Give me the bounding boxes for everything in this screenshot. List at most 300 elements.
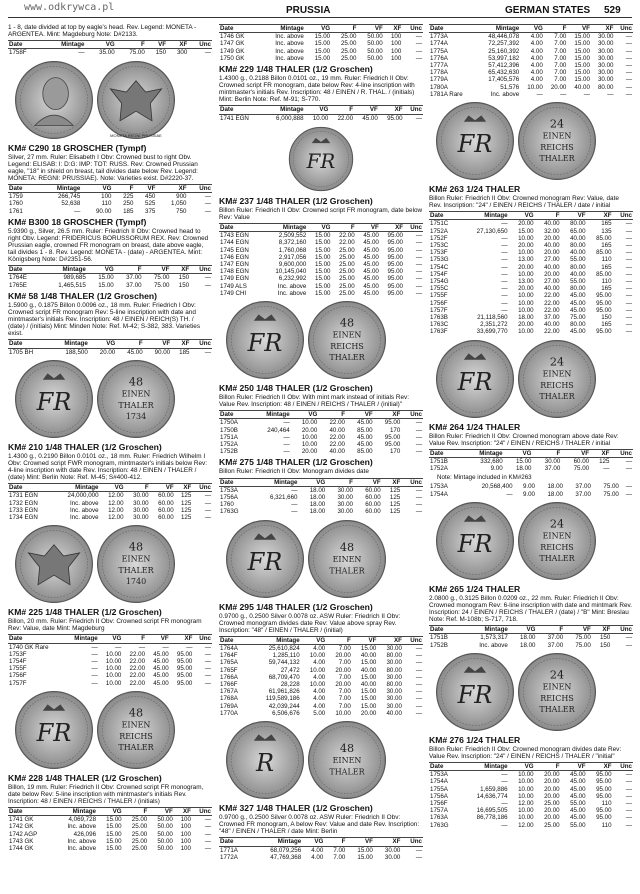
table-cell: 10.00	[312, 114, 329, 122]
table-cell: —	[162, 643, 169, 651]
column-header: Unc	[613, 212, 633, 220]
table-cell: 25.00	[339, 261, 355, 268]
column-header: VG	[305, 106, 330, 114]
table-cell: Inc. above	[69, 499, 99, 507]
table-cell: —	[415, 846, 422, 854]
table-cell: 30.00	[133, 513, 149, 521]
table-cell: 95.00	[384, 419, 401, 427]
table-row	[429, 84, 633, 91]
column-header: XF	[379, 106, 404, 114]
table-cell: 7.00	[554, 76, 567, 84]
table-cell: 18.00	[309, 486, 326, 494]
column-header: VF	[346, 411, 374, 419]
table-cell: —	[204, 650, 211, 658]
coin-km-210-obverse	[14, 359, 94, 439]
table-cell: 12.00	[518, 821, 534, 829]
coin-km-228	[14, 690, 212, 770]
column-header: Mintage	[49, 340, 89, 348]
table-row	[429, 278, 633, 285]
table-cell: 1742 AGP	[9, 830, 38, 838]
column-middle	[219, 24, 423, 890]
table-cell: —	[74, 207, 81, 215]
table-cell: 85.00	[596, 249, 612, 257]
svg-text:48: 48	[128, 540, 144, 554]
km-265-table	[429, 625, 633, 649]
column-header: XF	[175, 484, 193, 492]
table-cell: 60.00	[158, 506, 174, 514]
table-row	[429, 642, 633, 649]
table-cell: 75.00	[153, 281, 170, 289]
table-row	[429, 91, 633, 98]
km-b300-description: 5.9390 g., Silver, 26.5 mm. Ruler: Friedrich II Obv: Crowned head to right Obv. Legend: FRIDERICUS BORUSSORUM REX. Rev: Crowned Prussian eagle, crowned FR monogram on breast, date above eagle, tail divides 1 - 8. Rev. Legend: MONETA - (date) - ARGENTEA. Mint: Königsberg Note: D#2351-56.	[8, 227, 209, 264]
table-cell: 266,745	[57, 193, 81, 201]
coin-km-327	[225, 720, 423, 800]
table-cell: 1749 ALS	[220, 282, 247, 290]
table-cell: 37.00	[126, 274, 142, 282]
page-title: PRUSSIA	[286, 5, 331, 16]
table-cell: —	[415, 666, 422, 674]
table-row	[219, 494, 423, 501]
column-header: VG	[520, 25, 544, 33]
table-cell: 10.00	[518, 299, 534, 307]
table-cell: 12.00	[518, 800, 534, 808]
table-cell: —	[625, 83, 632, 91]
column-header: Date	[219, 25, 259, 33]
table-cell: —	[204, 679, 211, 687]
table-cell: 45.00	[153, 657, 169, 665]
table-cell: 30.00	[597, 47, 614, 55]
table-cell: —	[204, 348, 211, 356]
table-row	[219, 508, 423, 515]
table-row	[8, 838, 212, 845]
table-cell: —	[415, 47, 422, 55]
table-row	[429, 300, 633, 307]
column-header: Unc	[610, 449, 633, 457]
table-cell: 30.00	[597, 62, 614, 70]
column-header: VG	[305, 25, 331, 33]
column-header: VF	[567, 25, 591, 33]
table-cell: 12.00	[108, 499, 124, 507]
table-cell: 25.00	[131, 830, 148, 838]
table-cell: —	[625, 778, 632, 786]
table-cell: 95.00	[176, 650, 193, 658]
table-cell: 1754F	[430, 270, 448, 278]
table-cell: 10.00	[518, 306, 534, 314]
table-cell: 45.00	[570, 785, 586, 793]
table-cell: 1763G	[220, 508, 239, 516]
column-header: Date	[8, 635, 64, 643]
table-cell: 100	[390, 33, 402, 41]
table-cell: 9.00	[490, 465, 503, 473]
table-cell: —	[625, 299, 632, 307]
table-cell: 40.00	[574, 83, 590, 91]
table-cell: 22.00	[339, 232, 355, 240]
table-cell: Inc. above	[275, 33, 304, 41]
table-cell: —	[625, 270, 632, 278]
table-cell: —	[415, 275, 422, 283]
table-cell: —	[204, 672, 211, 680]
column-header: F	[544, 25, 568, 33]
column-header: VG	[509, 763, 535, 771]
table-cell: 80.00	[386, 666, 402, 674]
table-cell: 15.00	[314, 40, 331, 48]
table-cell: 150	[599, 634, 611, 642]
table-cell: 57,412,396	[488, 62, 520, 70]
table-cell: Inc. above	[67, 837, 97, 845]
table-cell: 6,506,676	[272, 709, 300, 717]
table-cell: 95.00	[596, 771, 612, 779]
table-cell: Inc. above	[275, 40, 304, 48]
table-cell: 1756F	[9, 672, 27, 680]
table-cell: 45.00	[357, 441, 373, 449]
table-cell: 1750A	[220, 419, 238, 427]
table-cell: 125	[389, 486, 401, 494]
table-cell: —	[415, 673, 422, 681]
column-header: Mintage	[476, 25, 520, 33]
column-header: F	[123, 808, 149, 816]
coin-km-276-obverse	[435, 652, 515, 732]
table-cell: 1750B	[220, 426, 238, 434]
table-cell: 30.00	[544, 458, 561, 466]
table-cell: 15.00	[98, 274, 114, 282]
table-cell: 75.00	[575, 641, 591, 649]
table-cell: 10.00	[105, 657, 122, 665]
column-header: Mintage	[259, 25, 305, 33]
svg-text:FR: FR	[457, 530, 493, 559]
svg-text:THALER: THALER	[539, 391, 575, 401]
table-cell: 50.00	[367, 33, 383, 41]
column-header: Unc	[403, 636, 423, 644]
table-row	[219, 501, 423, 508]
table-cell: 4.00	[311, 846, 324, 854]
table-cell: 30.00	[133, 492, 149, 500]
column-header: VF	[564, 626, 592, 634]
svg-text:REICHS: REICHS	[540, 380, 574, 390]
table-cell: —	[625, 807, 632, 815]
svg-text:EINEN: EINEN	[542, 131, 572, 141]
column-header: F	[535, 763, 561, 771]
table-cell: 28,228	[280, 681, 300, 689]
table-cell: 125	[180, 506, 192, 514]
column-header: Date	[219, 106, 263, 114]
table-cell: —	[415, 282, 422, 290]
column-header: Mintage	[252, 478, 299, 486]
table-cell: 20.00	[335, 681, 351, 689]
table-cell: 22.00	[129, 650, 146, 658]
table-cell: —	[625, 33, 632, 41]
table-cell: 95.00	[387, 275, 403, 283]
km-228-table	[8, 807, 212, 852]
table-cell: —	[625, 321, 632, 329]
column-header: XF	[591, 25, 615, 33]
column-header: XF	[156, 184, 187, 192]
svg-text:FR: FR	[457, 367, 493, 396]
table-cell: 15.00	[315, 239, 331, 247]
table-cell: 10,145,040	[275, 268, 307, 276]
table-cell: 1752B	[430, 641, 448, 649]
table-row	[429, 800, 633, 807]
table-cell: 7.00	[333, 853, 346, 861]
table-cell: 68,079,256	[270, 846, 302, 854]
table-cell: 45.00	[363, 246, 379, 254]
table-row	[429, 314, 633, 321]
table-cell: 1748 EGN	[220, 268, 249, 276]
table-cell: 40.00	[329, 426, 345, 434]
table-cell: 20,568,400	[481, 483, 513, 491]
table-cell: 7.00	[338, 695, 351, 703]
table-cell: 1756A	[430, 792, 448, 800]
column-header: Mintage	[460, 763, 509, 771]
table-cell: 95.00	[387, 282, 403, 290]
coin-km-250-obverse	[225, 300, 305, 380]
table-cell: 10.00	[518, 328, 534, 336]
table-cell: 15.00	[315, 275, 331, 283]
table-row	[8, 348, 212, 356]
column-header: F	[125, 484, 150, 492]
column-header: XF	[174, 808, 192, 816]
table-cell: 45.00	[570, 299, 586, 307]
table-cell: 12.00	[108, 513, 124, 521]
table-cell: 25.00	[339, 246, 355, 254]
table-cell: 119,589,186	[265, 695, 300, 703]
column-header: VF	[357, 25, 383, 33]
table-cell: 1742 GK	[9, 823, 34, 831]
column-header: VF	[356, 223, 380, 231]
table-cell: 1763A	[430, 814, 448, 822]
table-cell: —	[415, 114, 422, 122]
table-cell: 20.00	[518, 263, 534, 271]
km-264-table	[429, 449, 633, 473]
table-cell: —	[603, 465, 610, 473]
table-cell: 1756F	[430, 800, 448, 808]
column-header: VF	[150, 484, 175, 492]
table-cell: 110	[601, 256, 612, 264]
table-cell: 1753C	[430, 242, 449, 250]
column-header: Unc	[401, 838, 423, 846]
table-cell: —	[607, 90, 614, 98]
svg-text:EINEN: EINEN	[121, 554, 151, 564]
table-cell: 37.00	[575, 483, 591, 491]
header-rule	[8, 17, 632, 18]
column-right	[429, 24, 633, 890]
table-row	[219, 846, 423, 854]
km-275-description: Billon Ruler: Friedrich II Obv: Monogram divides date	[219, 468, 369, 476]
table-cell: —	[625, 40, 632, 48]
table-cell: Inc. above	[69, 513, 99, 521]
table-cell: Inc. above	[275, 54, 304, 62]
column-header: VG	[100, 484, 125, 492]
table-cell: 30.00	[386, 673, 402, 681]
table-row	[8, 823, 212, 830]
table-row	[429, 235, 633, 242]
svg-text:REICHS: REICHS	[540, 693, 574, 703]
table-cell: 7.00	[333, 846, 346, 854]
table-cell: 22.00	[129, 657, 146, 665]
svg-text:FR: FR	[457, 130, 493, 159]
table-cell: —	[625, 54, 632, 62]
table-cell: —	[415, 448, 422, 456]
table-cell: 300	[176, 49, 188, 57]
column-header: VG	[99, 635, 123, 643]
table-row	[8, 274, 212, 282]
table-row	[429, 778, 633, 785]
table-cell: 53,997,182	[488, 54, 520, 62]
table-cell: —	[204, 49, 211, 57]
table-cell: 25.00	[131, 816, 148, 824]
column-header: VF	[561, 212, 587, 220]
table-cell: 20.00	[335, 652, 351, 660]
table-cell: 426,096	[73, 830, 97, 838]
column-header: F	[112, 184, 134, 192]
column-header: F	[122, 635, 146, 643]
column-header: VF	[146, 41, 167, 49]
table-cell: 13.00	[518, 256, 534, 264]
table-cell: 4.00	[530, 47, 543, 55]
table-cell: 1763C	[430, 321, 449, 329]
coin-km-263	[435, 101, 633, 181]
table-cell: 1752A	[430, 465, 448, 473]
column-header: VG	[89, 340, 116, 348]
table-cell: 18.00	[520, 641, 536, 649]
table-cell: 95.00	[596, 814, 612, 822]
table-row	[219, 290, 423, 297]
table-cell: 1760	[220, 501, 234, 509]
km-b300-table	[8, 265, 212, 289]
table-cell: 30.00	[384, 853, 401, 861]
svg-text:R: R	[255, 749, 275, 778]
svg-text:MONETA REGNI PRUSSIAE: MONETA REGNI PRUSSIAE	[110, 132, 162, 138]
svg-text:48: 48	[339, 316, 355, 330]
table-cell: —	[625, 785, 632, 793]
table-cell: 100	[180, 823, 191, 831]
table-cell: 45.00	[363, 239, 379, 247]
table-cell: 1755F	[9, 665, 27, 673]
column-header: Unc	[190, 266, 212, 274]
column-header: XF	[592, 626, 612, 634]
column-header: Mintage	[42, 41, 86, 49]
table-cell: 1,285,110	[272, 652, 300, 660]
table-cell: 100	[101, 193, 112, 201]
table-cell: 10.00	[309, 652, 326, 660]
table-cell: 7.00	[338, 645, 351, 653]
table-cell: —	[560, 90, 567, 98]
table-cell: 100	[390, 40, 402, 48]
table-cell: 15.00	[357, 853, 373, 861]
table-cell: —	[415, 652, 422, 660]
table-cell: 125	[599, 458, 610, 466]
table-row	[219, 486, 423, 494]
table-cell: 95.00	[384, 441, 401, 449]
column-header: Mintage	[36, 184, 81, 192]
column-header: F	[318, 411, 346, 419]
table-cell: 1754A	[430, 778, 448, 786]
svg-text:THALER: THALER	[539, 553, 575, 563]
table-cell: —	[625, 634, 632, 642]
table-cell: 30.00	[384, 846, 401, 854]
table-cell: 25.00	[340, 54, 357, 62]
table-cell: 27.00	[544, 278, 560, 286]
table-cell: 13.00	[518, 278, 534, 286]
table-row	[429, 634, 633, 642]
column-header: Unc	[611, 626, 633, 634]
table-row	[219, 33, 423, 41]
table-row	[8, 643, 212, 651]
table-cell: 42,039,244	[268, 702, 300, 710]
table-cell: 10.00	[518, 778, 534, 786]
table-cell: 40.00	[544, 220, 560, 228]
column-header: Date	[429, 212, 460, 220]
table-cell: —	[283, 419, 290, 427]
table-cell: —	[91, 650, 98, 658]
table-cell: 40.00	[544, 285, 560, 293]
table-cell: 22.00	[129, 665, 146, 673]
table-cell: —	[501, 292, 508, 300]
table-cell: 1734 EGN	[9, 513, 38, 521]
svg-text:24: 24	[549, 517, 565, 531]
table-cell: 1767A	[220, 688, 238, 696]
table-cell: —	[415, 659, 422, 667]
table-cell: —	[625, 792, 632, 800]
column-header: Unc	[188, 184, 213, 192]
table-cell: 10.00	[105, 679, 122, 687]
table-cell: 188,500	[65, 348, 88, 356]
table-cell: 40.00	[386, 709, 402, 717]
table-cell: 25.00	[544, 821, 560, 829]
column-header: Date	[219, 411, 250, 419]
table-cell: —	[501, 771, 508, 779]
table-cell: 150	[601, 314, 612, 322]
table-cell: 20.00	[518, 220, 534, 228]
table-cell: 18.00	[309, 501, 326, 509]
table-cell: 1763B	[430, 314, 448, 322]
coin-km-225	[14, 524, 212, 604]
table-cell: 15.00	[315, 261, 331, 268]
table-cell: 22.00	[544, 328, 560, 336]
table-cell: 95.00	[176, 672, 193, 680]
km-58-title: KM# 58 1/48 THALER (1/2 Groschen)	[8, 290, 158, 301]
table-cell: 1744 GK	[9, 845, 34, 853]
table-cell: —	[204, 193, 211, 201]
svg-text:REICHS: REICHS	[540, 142, 574, 152]
table-cell: —	[501, 800, 508, 808]
table-cell: 50.00	[157, 837, 173, 845]
table-cell: 1757F	[9, 679, 27, 687]
column-header: VG	[307, 223, 331, 231]
table-cell: 50.00	[157, 830, 173, 838]
table-cell: 95.00	[387, 253, 403, 261]
table-cell: 1764A	[220, 645, 238, 653]
table-cell: 4.00	[313, 688, 326, 696]
table-cell: 45.00	[570, 814, 586, 822]
table-cell: 4.00	[530, 40, 543, 48]
table-cell: —	[625, 292, 632, 300]
table-cell: 18.00	[309, 493, 326, 501]
table-row	[429, 69, 633, 76]
table-row	[429, 33, 633, 41]
table-row	[219, 434, 423, 441]
table-cell: 1743 GK	[9, 837, 34, 845]
table-cell: 1773A	[430, 33, 448, 41]
table-cell: 125	[180, 492, 192, 500]
table-cell: 4.00	[311, 853, 324, 861]
table-cell: 15.00	[315, 246, 331, 254]
svg-text:48: 48	[128, 375, 144, 389]
table-cell: —	[415, 501, 422, 509]
table-row	[219, 254, 423, 261]
column-header: Date	[429, 449, 462, 457]
table-cell: 10.00	[518, 807, 534, 815]
km-276-title: KM# 276 1/24 THALER	[429, 734, 521, 745]
